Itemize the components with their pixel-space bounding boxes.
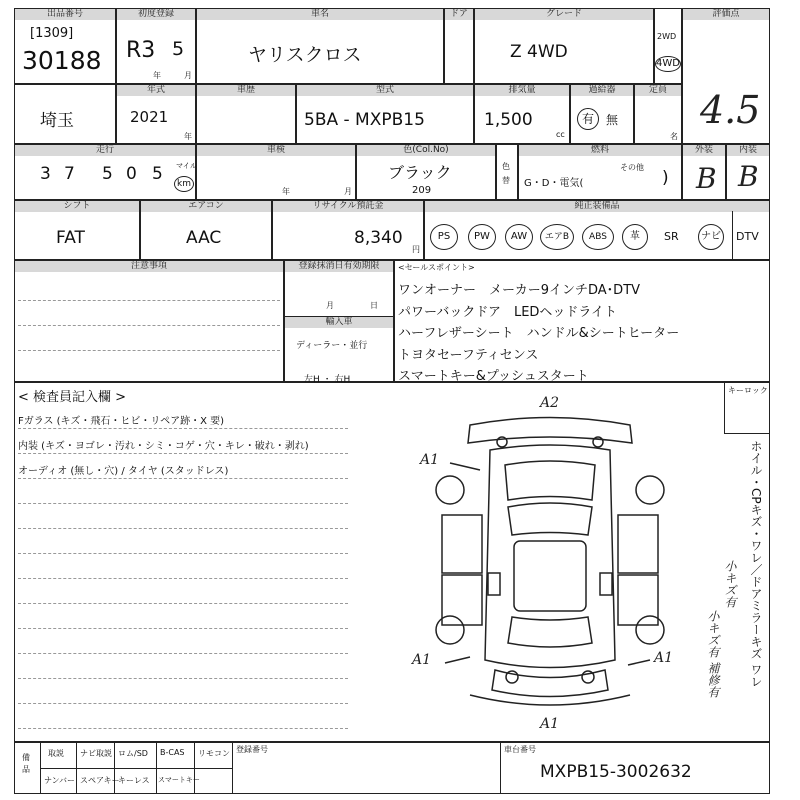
sales-point-5: スマートキー&プッシュスタート bbox=[398, 369, 589, 384]
side-text: ホイル・CPキズ・ワレ／ドアミラーキズ ワレ bbox=[749, 440, 763, 688]
bottom-side-label: 備品 bbox=[22, 753, 30, 774]
inspection-header: 車検 bbox=[197, 145, 355, 156]
mileage-header: 走行 bbox=[15, 145, 195, 156]
capacity-header: 定員 bbox=[635, 85, 681, 96]
right-front-door bbox=[618, 515, 658, 573]
cert-header: 車歴 bbox=[197, 85, 295, 96]
color-no: 209 bbox=[412, 185, 432, 196]
bottom-item-manual: 取説 bbox=[48, 749, 64, 758]
front-bumper-shape bbox=[468, 418, 632, 444]
color-side: 色替 bbox=[502, 162, 510, 185]
mileage-digit-2: 7 bbox=[64, 164, 75, 184]
model-code: 5BA - MXPB15 bbox=[304, 110, 425, 130]
equip-sr: SR bbox=[664, 230, 679, 243]
first-reg-month: 5 bbox=[172, 38, 185, 60]
first-reg-month-unit: 月 bbox=[184, 71, 192, 80]
mileage-digit-5: 5 bbox=[152, 164, 163, 184]
tire-rear-right bbox=[636, 616, 664, 644]
model-header: 型式 bbox=[297, 85, 473, 96]
fuel-text: G・D・電気( bbox=[524, 178, 584, 189]
shift: FAT bbox=[56, 228, 85, 248]
rear-light-left bbox=[506, 671, 518, 683]
equip-abs: ABS bbox=[582, 224, 614, 250]
sales-point-3: ハーフレザーシート ハンドル&シートヒーター bbox=[398, 326, 680, 341]
hood-shape bbox=[505, 461, 595, 500]
rear-glass-shape bbox=[508, 617, 592, 647]
equip-airbag: エアB bbox=[540, 224, 574, 250]
side-note-2: 小キズ有 補修有 bbox=[706, 610, 720, 698]
exterior-hand: B bbox=[696, 162, 717, 195]
equip-ps: PS bbox=[430, 224, 458, 250]
mark-a1-front-left: A1 bbox=[420, 452, 440, 468]
inspection-month-unit: 月 bbox=[344, 187, 352, 196]
notes-box bbox=[14, 260, 284, 382]
inspector-header: < 検査員記入欄 > bbox=[18, 390, 127, 405]
equip-navi: ナビ bbox=[698, 224, 724, 250]
car-diagram bbox=[410, 395, 710, 740]
serial-header: 登録番号 bbox=[236, 745, 268, 754]
aircon: AAC bbox=[186, 228, 222, 248]
keylock-header: キーロック bbox=[728, 386, 768, 395]
bottom-item-rom: ロム/SD bbox=[118, 749, 148, 758]
interior-header: 内装 bbox=[727, 145, 769, 156]
drive-box bbox=[654, 8, 682, 84]
lot-number: 30188 bbox=[22, 46, 102, 75]
right-rear-door bbox=[618, 575, 658, 625]
drive-2wd: 2WD bbox=[657, 32, 677, 41]
import-dealer: ディーラー・並行 bbox=[296, 341, 368, 351]
region: 埼玉 bbox=[40, 111, 74, 131]
mark-a1-rear: A1 bbox=[540, 716, 560, 732]
record-day: 日 bbox=[370, 301, 378, 310]
fuel-other: その他 bbox=[620, 163, 644, 172]
turbo-yes-circle: 有 bbox=[577, 108, 599, 130]
chassis-number: MXPB15-3002632 bbox=[540, 762, 692, 782]
left-rear-door bbox=[442, 575, 482, 625]
rear-bumper-shape bbox=[492, 670, 608, 697]
left-front-door bbox=[442, 515, 482, 573]
score-hand: 4.5 bbox=[700, 88, 761, 132]
tire-front-left bbox=[436, 476, 464, 504]
first-reg-header: 初度登録 bbox=[117, 9, 195, 20]
mark-a2: A2 bbox=[540, 395, 560, 411]
equip-dtv: DTV bbox=[736, 230, 759, 243]
displacement: 1,500 bbox=[484, 110, 533, 130]
door-header: ドア bbox=[445, 9, 473, 20]
inspector-line-3: オーディオ (無し・穴) / タイヤ (スタッドレス) bbox=[18, 466, 229, 477]
color-header: 色(Col.No) bbox=[357, 145, 495, 156]
mark-a1-rear-left: A1 bbox=[412, 652, 432, 668]
bottom-item-plate: ナンバー bbox=[44, 776, 76, 785]
car-name-header: 車名 bbox=[197, 9, 443, 20]
interior-hand: B bbox=[738, 160, 759, 193]
fuel-close: ) bbox=[662, 168, 669, 188]
sales-point-4: トヨタセーフティセンス bbox=[398, 348, 539, 363]
side-note-1: 小キズ有 bbox=[723, 560, 737, 608]
year-header: 年式 bbox=[117, 85, 195, 96]
car-name: ヤリスクロス bbox=[248, 44, 362, 66]
tire-rear-left bbox=[436, 616, 464, 644]
sales-header: <セールスポイント> bbox=[398, 263, 475, 272]
mark-arrow-1 bbox=[450, 463, 480, 470]
model-year: 2021 bbox=[130, 108, 169, 126]
mileage-mile: マイル bbox=[176, 162, 197, 170]
recycle-amount: 8,340 bbox=[354, 228, 403, 248]
mark-arrow-3 bbox=[628, 660, 650, 665]
exterior-header: 外装 bbox=[683, 145, 725, 156]
mileage-digit-1: 3 bbox=[40, 164, 51, 184]
notes-header: 注意事項 bbox=[15, 261, 283, 272]
equipment-header: 純正装備品 bbox=[425, 201, 769, 212]
sales-point-2: パワーバックドア LEDヘッドライト bbox=[398, 305, 618, 320]
bottom-item-spare-key: スペアキー bbox=[80, 776, 120, 785]
turbo-no: 無 bbox=[606, 113, 619, 127]
displacement-header: 排気量 bbox=[475, 85, 569, 96]
rear-light-right bbox=[582, 671, 594, 683]
body-outline bbox=[485, 445, 615, 668]
inspector-line-1: Fガラス (キズ・飛石・ヒビ・リペア跡・X 要) bbox=[18, 416, 225, 427]
displacement-unit: cc bbox=[556, 130, 565, 139]
color-name: ブラック bbox=[388, 163, 452, 182]
mileage-km-circle: km bbox=[174, 176, 194, 192]
record-month: 月 bbox=[326, 301, 334, 310]
mileage-digit-3: 5 bbox=[102, 164, 113, 184]
mirror-right bbox=[600, 573, 612, 595]
tire-front-right bbox=[636, 476, 664, 504]
bottom-item-remote: リモコン bbox=[198, 749, 230, 758]
lot-bracket: [1309] bbox=[30, 26, 74, 41]
record-header: 登録抹消日有効期限 bbox=[285, 261, 393, 272]
recycle-yen: 円 bbox=[412, 245, 420, 254]
turbo-header: 過給器 bbox=[571, 85, 633, 96]
score-header: 評価点 bbox=[683, 9, 769, 20]
import-header: 輸入車 bbox=[285, 317, 393, 328]
aircon-header: エアコン bbox=[141, 201, 271, 212]
sales-point-1: ワンオーナー メーカー9インチDA･DTV bbox=[398, 283, 641, 298]
inspection-year-unit: 年 bbox=[282, 187, 290, 196]
recycle-header: リサイクル預託金 bbox=[273, 201, 423, 212]
drive-4wd-circle: 4WD bbox=[655, 56, 681, 72]
shift-header: シフト bbox=[15, 201, 139, 212]
equip-pw: PW bbox=[468, 224, 496, 250]
equip-aw: AW bbox=[505, 224, 533, 250]
bottom-item-keyless: キーレス bbox=[118, 776, 150, 785]
mirror-left bbox=[488, 573, 500, 595]
windshield-shape bbox=[508, 503, 592, 535]
fuel-header: 燃料 bbox=[519, 145, 681, 156]
first-reg-year-unit: 年 bbox=[153, 71, 161, 80]
capacity-unit: 名 bbox=[670, 132, 678, 141]
bottom-item-navi-manual: ナビ取説 bbox=[80, 749, 112, 758]
bottom-item-bcas: B-CAS bbox=[160, 748, 185, 757]
mark-arrow-2 bbox=[445, 657, 470, 663]
equip-leather: 革 bbox=[622, 224, 648, 250]
roof-shape bbox=[514, 541, 586, 611]
mileage-digit-4: 0 bbox=[126, 164, 137, 184]
grade-header: グレード bbox=[475, 9, 653, 20]
chassis-header: 車台番号 bbox=[504, 745, 536, 754]
mark-a1-rear-right: A1 bbox=[654, 650, 674, 666]
import-hand: 左H ・ 右H bbox=[304, 375, 351, 385]
model-year-unit: 年 bbox=[184, 132, 192, 141]
lot-header: 出品番号 bbox=[15, 9, 115, 20]
inspector-line-2: 内装 (キズ・ヨゴレ・汚れ・シミ・コゲ・穴・キレ・破れ・剥れ) bbox=[18, 441, 309, 452]
bottom-item-smart-key: スマートキー bbox=[158, 776, 200, 784]
first-reg-era: R3 bbox=[126, 38, 156, 63]
grade: Z 4WD bbox=[510, 42, 568, 62]
